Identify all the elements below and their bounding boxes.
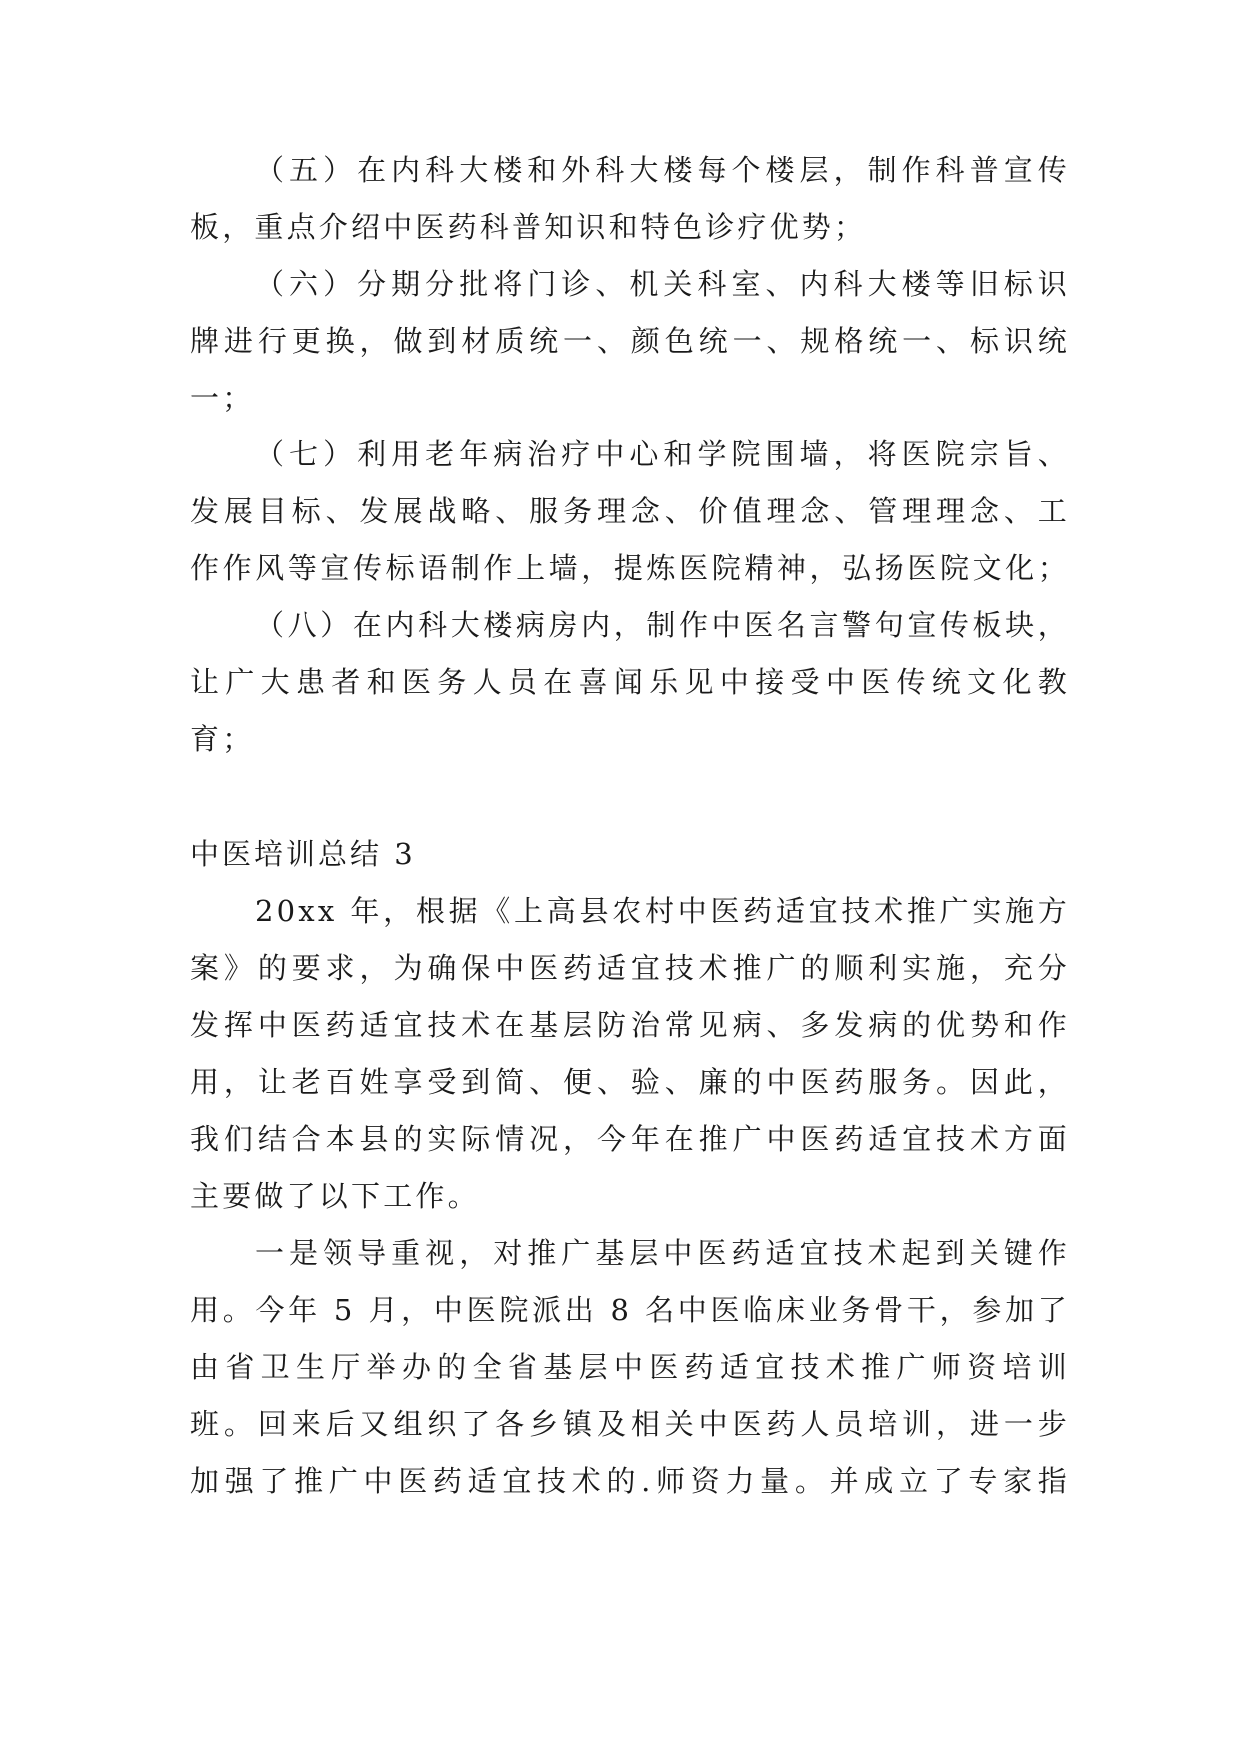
summary-paragraph-1-line-4: 用，让老百姓享受到简、便、验、廉的中医药服务。因此，	[190, 1065, 1070, 1099]
paragraph-8-line-1: （八）在内科大楼病房内，制作中医名言警句宣传板块，	[255, 608, 1070, 642]
paragraph-7-line-1: （七）利用老年病治疗中心和学院围墙，将医院宗旨、	[255, 437, 1070, 471]
paragraph-6-line-1: （六）分期分批将门诊、机关科室、内科大楼等旧标识	[255, 267, 1070, 301]
summary-paragraph-2-line-1: 一是领导重视，对推广基层中医药适宜技术起到关键作	[255, 1236, 1070, 1270]
summary-paragraph-1-line-3: 发挥中医药适宜技术在基层防治常见病、多发病的优势和作	[190, 1008, 1070, 1042]
summary-paragraph-1-line-6: 主要做了以下工作。	[190, 1179, 480, 1213]
summary-paragraph-1-line-1: 20xx 年，根据《上高县农村中医药适宜技术推广实施方	[255, 894, 1070, 928]
summary-paragraph-1-line-5: 我们结合本县的实际情况，今年在推广中医药适宜技术方面	[190, 1122, 1070, 1156]
summary-paragraph-2-line-4: 班。回来后又组织了各乡镇及相关中医药人员培训，进一步	[190, 1407, 1070, 1441]
paragraph-5-line-2: 板，重点介绍中医药科普知识和特色诊疗优势；	[190, 210, 867, 244]
section-heading: 中医培训总结 3	[190, 837, 416, 871]
paragraph-6-line-3: 一；	[190, 381, 255, 415]
summary-paragraph-2-line-3: 由省卫生厅举办的全省基层中医药适宜技术推广师资培训	[190, 1350, 1070, 1384]
paragraph-7-line-2: 发展目标、发展战略、服务理念、价值理念、管理理念、工	[190, 494, 1070, 528]
summary-paragraph-2-line-2: 用。今年 5 月，中医院派出 8 名中医临床业务骨干，参加了	[190, 1293, 1070, 1327]
paragraph-5-line-1: （五）在内科大楼和外科大楼每个楼层，制作科普宣传	[255, 153, 1070, 187]
paragraph-7-line-3: 作作风等宣传标语制作上墙，提炼医院精神，弘扬医院文化；	[190, 551, 1070, 585]
paragraph-8-line-2: 让广大患者和医务人员在喜闻乐见中接受中医传统文化教	[190, 665, 1070, 699]
summary-paragraph-1-line-2: 案》的要求，为确保中医药适宜技术推广的顺利实施，充分	[190, 951, 1070, 985]
summary-paragraph-2-line-5: 加强了推广中医药适宜技术的.师资力量。并成立了专家指	[190, 1464, 1070, 1498]
paragraph-8-line-3: 育；	[190, 722, 255, 756]
paragraph-6-line-2: 牌进行更换，做到材质统一、颜色统一、规格统一、标识统	[190, 324, 1070, 358]
